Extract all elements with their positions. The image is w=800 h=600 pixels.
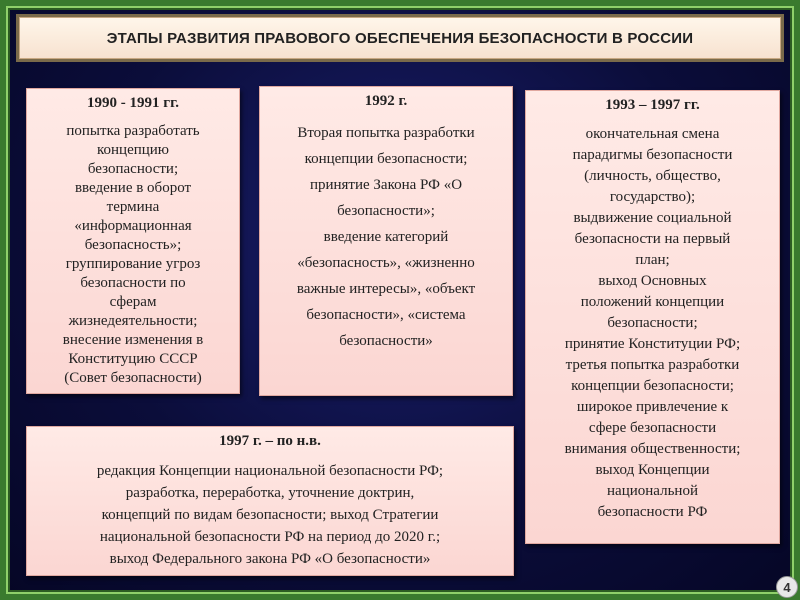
stage-line: (Совет безопасности) xyxy=(64,370,202,386)
stage-line: «безопасность», «жизненно xyxy=(297,255,475,271)
stage-line: выход Федерального закона РФ «О безопасности» xyxy=(109,551,431,567)
stage-line: выход Основных xyxy=(598,273,707,289)
stage-period: 1993 – 1997 гг. xyxy=(605,97,700,113)
stage-line: сфере безопасности xyxy=(588,420,717,436)
stage-line: «информационная xyxy=(74,218,192,234)
stage-line: положений концепции xyxy=(580,294,725,310)
stage-line: безопасности на первый xyxy=(574,231,731,247)
stage-line: Конституцию СССР xyxy=(68,351,198,367)
stage-period: 1990 - 1991 гг. xyxy=(87,95,179,111)
stage-period: 1992 г. xyxy=(364,93,408,109)
title-banner xyxy=(16,14,784,62)
stage-description xyxy=(532,124,773,523)
stage-line: концепции безопасности; xyxy=(571,378,734,394)
stage-line: безопасности» xyxy=(339,333,433,349)
stage-description xyxy=(33,122,233,388)
stage-line: безопасности; xyxy=(607,315,698,331)
stage-line: концепций по видам безопасности; выход Стратегии xyxy=(101,507,439,523)
stage-line: редакция Концепции национальной безопасности РФ; xyxy=(96,463,444,479)
stage-line: безопасности; xyxy=(87,161,179,177)
stage-line: план; xyxy=(635,252,670,268)
page-number-badge: 4 xyxy=(776,576,798,598)
stage-line: концепцию xyxy=(96,142,170,158)
stage-card-1990-1991 xyxy=(26,88,240,394)
stage-line: внимания общественности; xyxy=(564,441,741,457)
stage-line: концепции безопасности; xyxy=(304,151,468,167)
stage-line: принятие Конституции РФ; xyxy=(564,336,741,352)
stage-line: национальной безопасности РФ на период до 2020 г.; xyxy=(99,529,441,545)
stage-line: окончательная смена xyxy=(585,126,720,142)
stage-line: парадигмы безопасности xyxy=(572,147,733,163)
stage-card-1993-1997 xyxy=(525,90,780,544)
stage-description xyxy=(266,120,506,354)
stage-line: государство); xyxy=(609,189,696,205)
stage-line: попытка разработать xyxy=(66,123,200,139)
stage-line: безопасности», «система xyxy=(306,307,466,323)
stage-line: термина xyxy=(106,199,160,215)
stage-line: введение в оборот xyxy=(74,180,192,196)
stage-line: выдвижение социальной xyxy=(573,210,732,226)
stage-line: внесение изменения в xyxy=(62,332,204,348)
stage-line: разработка, переработка, уточнение доктрин, xyxy=(125,485,415,501)
stage-line: широкое привлечение к xyxy=(576,399,729,415)
stage-line: безопасности РФ xyxy=(597,504,708,520)
stage-line: выход Концепции xyxy=(595,462,710,478)
stage-line: введение категорий xyxy=(323,229,449,245)
stage-line: важные интересы», «объект xyxy=(296,281,476,297)
stage-line: Вторая попытка разработки xyxy=(297,125,475,141)
stage-line: принятие Закона РФ «О xyxy=(309,177,463,193)
stage-line: (личность, общество, xyxy=(584,168,721,184)
stage-line: третья попытка разработки xyxy=(565,357,740,373)
stage-line: безопасность»; xyxy=(84,237,182,253)
stage-card-1997-present xyxy=(26,426,514,576)
stage-line: национальной xyxy=(607,483,698,499)
stage-line: сферам xyxy=(109,294,157,310)
stage-line: группирование угроз xyxy=(65,256,201,272)
stage-description xyxy=(33,460,507,570)
stage-line: жизнедеятельности; xyxy=(68,313,198,329)
stage-period: 1997 г. – по н.в. xyxy=(219,433,321,449)
stage-card-1992 xyxy=(259,86,513,396)
slide-title: ЭТАПЫ РАЗВИТИЯ ПРАВОВОГО ОБЕСПЕЧЕНИЯ БЕЗОПАСНОСТИ В РОССИИ xyxy=(19,17,781,59)
stage-line: безопасности»; xyxy=(337,203,435,219)
stage-line: безопасности по xyxy=(80,275,186,291)
